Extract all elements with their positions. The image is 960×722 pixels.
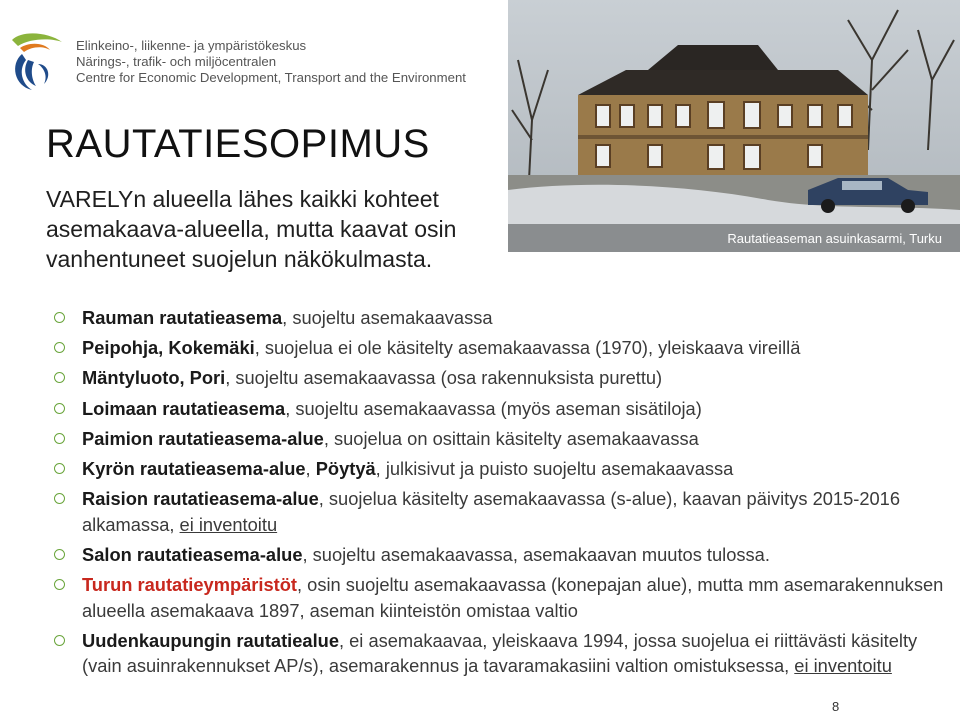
item-title: Peipohja, Kokemäki (82, 337, 255, 359)
item-title: Raision rautatieasema-alue (82, 488, 319, 510)
circle-bullet-icon (54, 433, 65, 444)
photo-caption: Rautatieaseman asuinkasarmi, Turku (727, 231, 942, 246)
list-item (54, 305, 954, 331)
item-text: , suojelua on osittain käsitelty asemakaavassa (323, 427, 699, 449)
slide-title: RAUTATIESOPIMUS (46, 122, 430, 166)
item-title-secondary: Pöytyä (315, 457, 376, 479)
ely-logo (8, 30, 66, 92)
item-text-secondary: , julkisivut ja puisto suojeltu asemakaavassa (375, 457, 734, 479)
item-title: Mäntyluoto, Pori (82, 367, 226, 389)
circle-bullet-icon (54, 579, 65, 590)
circle-bullet-icon (54, 372, 65, 383)
item-title: Loimaan rautatieasema (82, 397, 286, 419)
list-item (54, 542, 954, 568)
item-title: Paimion rautatieasema-alue (82, 427, 324, 449)
item-text: , osin suojeltu asemakaavassa (konepajan alue), mutta mm asemarakennuksen alueella asemakaava 1897, aseman kiinteistön omistaa valtio (82, 574, 944, 621)
item-text: , suojeltu asemakaavassa (myös aseman sisätiloja) (285, 397, 702, 419)
item-text: , suojelua käsitelty asemakaavassa (s-alue), kaavan päivitys 2015-2016 alkamassa, (82, 488, 901, 535)
item-title: Uudenkaupungin rautatiealue (82, 629, 339, 651)
intro-text: VARELYn alueella lähes kaikki kohteet asemakaava-alueella, mutta kaavat osin vanhentuneet suojelun näkökulmasta. (46, 186, 457, 272)
org-line-fi: Elinkeino-, liikenne- ja ympäristökeskus (76, 38, 307, 53)
item-underlined-note: ei inventoitu (794, 655, 892, 677)
circle-bullet-icon (54, 403, 65, 414)
item-text: , suojeltu asemakaavassa (282, 307, 493, 328)
list-item (54, 396, 954, 422)
station-photo (508, 0, 960, 252)
list-item (54, 486, 954, 537)
org-line-en: Centre for Economic Development, Transport and the Environment (76, 70, 466, 85)
org-line-sv: Närings-, trafik- och miljöcentralen (76, 54, 277, 69)
item-text: , suojeltu asemakaavassa, asemakaavan muutos tulossa. (302, 543, 770, 565)
item-title: Salon rautatieasema-alue (82, 543, 303, 565)
item-text: , ei asemakaavaa, yleiskaava 1994, jossa suojelua ei riittävästi käsitelty (vain asuinrakennukset AP/s), asemarakennus ja tavaramakasiini valtion omistuksessa, (82, 629, 918, 677)
organization-name (76, 38, 466, 86)
item-title-highlighted: Turun rautatieympäristöt (82, 574, 298, 595)
station-list (54, 305, 954, 683)
list-item (54, 426, 954, 452)
item-title: Rauman rautatieasema (82, 307, 283, 328)
circle-bullet-icon (54, 342, 65, 353)
page-number: 8 (832, 699, 840, 714)
circle-bullet-icon (54, 549, 65, 560)
list-item (54, 628, 954, 679)
circle-bullet-icon (54, 493, 65, 504)
circle-bullet-icon (54, 312, 65, 323)
item-text: , suojelua ei ole käsitelty asemakaavassa (1970), yleiskaava vireillä (254, 337, 801, 359)
list-item (54, 572, 954, 623)
circle-bullet-icon (54, 463, 65, 474)
list-item (54, 335, 954, 361)
list-item (54, 456, 954, 482)
circle-bullet-icon (54, 635, 65, 646)
item-underlined-note: ei inventoitu (179, 513, 278, 535)
item-text: , (305, 457, 316, 479)
item-text: , suojeltu asemakaavassa (osa rakennuksista purettu) (225, 367, 663, 389)
list-item (54, 365, 954, 391)
item-title: Kyrön rautatieasema-alue (82, 457, 306, 479)
